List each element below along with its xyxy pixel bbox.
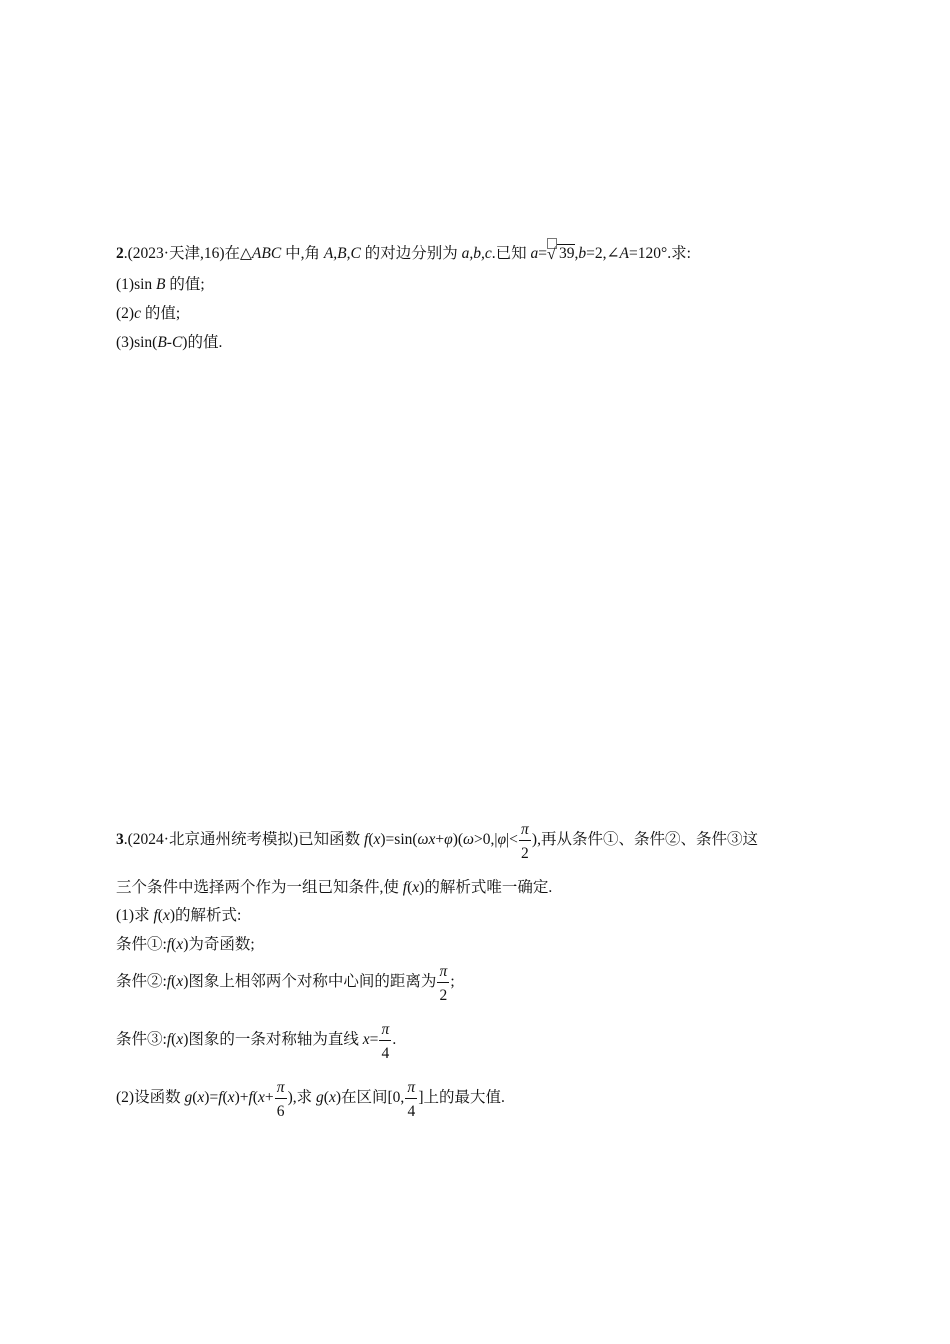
q2-number: 2 <box>116 245 124 262</box>
fraction-pi-over-2: $\frac{\pi}{2}$ <box>436 972 450 992</box>
q2-stem: 2.(2023·天津,16)在△ABC 中,角 A,B,C 的对边分别为 a,b,c.已知 a= √ 39,b=2,∠A=120°.求: <box>116 244 691 264</box>
fraction-pi-over-2: $\frac{\pi}{2}$ <box>518 830 532 850</box>
q3-stem: 3.(2024·北京通州统考模拟)已知函数 f(x)=sin(ωx+φ)(ω>0,|φ|< $\frac{\pi}{2}$ ),再从条件①、条件②、条件③这 <box>116 821 758 862</box>
q3-condition-1: 条件①:f(x)为奇函数; <box>116 936 255 953</box>
fraction-pi-over-4: $\frac{\pi}{4}$ <box>404 1088 418 1108</box>
q3-part-1: (1)求 f(x)的解析式: <box>116 907 242 924</box>
q3-number: 3 <box>116 831 124 848</box>
q2-part-3: (3)sin(B-C)的值. <box>116 334 223 351</box>
fraction-pi-over-6: $\frac{\pi}{6}$ <box>274 1088 288 1108</box>
q2-part-2: (2)c 的值; <box>116 305 181 322</box>
q2-part-1: (1)sin B 的值; <box>116 276 205 293</box>
q3-part-2: (2)设函数 g(x)=f(x)+f(x+ $\frac{\pi}{6}$ ),求 g(x)在区间[0, $\frac{\pi}{4}$ ]上的最大值. <box>116 1079 505 1120</box>
q3-stem-line2: 三个条件中选择两个作为一组已知条件,使 f(x)的解析式唯一确定. <box>116 879 553 896</box>
q3-condition-3: 条件③:f(x)图象的一条对称轴为直线 x= $\frac{\pi}{4}$ . <box>116 1021 397 1062</box>
fraction-pi-over-4: $\frac{\pi}{4}$ <box>378 1030 392 1050</box>
q3-condition-2: 条件②:f(x)图象上相邻两个对称中心间的距离为 $\frac{\pi}{2}$ ; <box>116 963 455 1004</box>
cube-root-39: √ 39 <box>547 244 575 264</box>
